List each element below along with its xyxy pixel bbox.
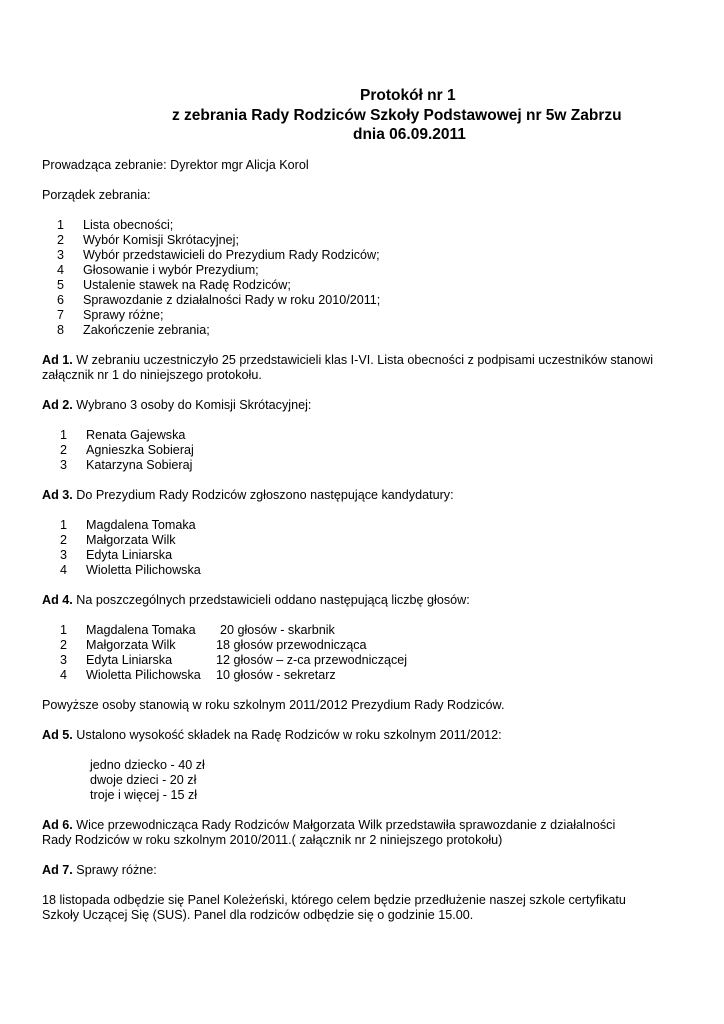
ad2-item: [0, 458, 600, 473]
ad1-line-2: załącznik nr 1 do niniejszego protokołu.: [42, 368, 262, 382]
agenda-number: 4: [56, 263, 64, 277]
agenda-item: [0, 263, 600, 278]
agenda-item: [0, 308, 600, 323]
agenda-item: [0, 248, 600, 263]
ad3-item: [0, 548, 600, 563]
agenda-text: Zakończenie zebrania;: [83, 323, 210, 337]
ad7-text: Sprawy różne:: [72, 863, 157, 877]
ad2-item: [0, 428, 600, 443]
agenda-number: 8: [56, 323, 64, 337]
ad7-label: Ad 7.: [42, 863, 73, 877]
ad3-label: Ad 3.: [42, 488, 73, 502]
chair-line: Prowadząca zebranie: Dyrektor mgr Alicja Korol: [42, 158, 309, 172]
title-line-1: Protokół nr 1: [360, 87, 456, 104]
ad4-text: Na poszczególnych przedstawicieli oddano następującą liczbę głosów:: [72, 593, 470, 607]
ad5-heading: [42, 728, 502, 743]
ad4-item: [0, 653, 600, 668]
ad3-item: [0, 533, 600, 548]
ad4-number: 1: [59, 623, 67, 637]
agenda-text: Lista obecności;: [83, 218, 174, 232]
ad1-line-1: [42, 353, 653, 368]
ad4-summary: Powyższe osoby stanowią w roku szkolnym 2011/2012 Prezydium Rady Rodziców.: [42, 698, 505, 712]
ad3-name: Magdalena Tomaka: [86, 518, 196, 532]
ad3-item: [0, 563, 600, 578]
ad1-text-1: W zebraniu uczestniczyło 25 przedstawicieli klas I-VI. Lista obecności z podpisami uczestników stanowi: [72, 353, 654, 367]
ad7-line-2: Szkoły Uczącej Się (SUS). Panel dla rodziców odbędzie się o godzinie 15.00.: [42, 908, 474, 922]
ad4-name: Wioletta Pilichowska: [86, 668, 201, 682]
agenda-label: Porządek zebrania:: [42, 188, 151, 202]
agenda-number: 5: [56, 278, 64, 292]
ad2-name: Agnieszka Sobieraj: [86, 443, 194, 457]
ad4-name: Małgorzata Wilk: [86, 638, 176, 652]
ad4-number: 2: [59, 638, 67, 652]
agenda-item: [0, 218, 600, 233]
ad4-item: [0, 668, 600, 683]
ad2-number: 3: [59, 458, 67, 472]
agenda-text: Sprawy różne;: [83, 308, 164, 322]
ad3-text: Do Prezydium Rady Rodziców zgłoszono następujące kandydatury:: [72, 488, 454, 502]
ad3-number: 3: [59, 548, 67, 562]
ad4-number: 4: [59, 668, 67, 682]
agenda-text: Wybór Komisji Skrótacyjnej;: [83, 233, 239, 247]
agenda-number: 7: [56, 308, 64, 322]
ad5-label: Ad 5.: [42, 728, 73, 742]
fee-line: dwoje dzieci - 20 zł: [90, 773, 197, 787]
ad2-name: Renata Gajewska: [86, 428, 186, 442]
ad4-name: Magdalena Tomaka: [86, 623, 196, 637]
fee-line: jedno dziecko - 40 zł: [90, 758, 205, 772]
ad2-heading: [42, 398, 311, 413]
agenda-number: 3: [56, 248, 64, 262]
agenda-text: Sprawozdanie z działalności Rady w roku 2010/2011;: [83, 293, 381, 307]
ad4-votes: 20 głosów - skarbnik: [220, 623, 335, 637]
agenda-number: 1: [56, 218, 64, 232]
ad6-label: Ad 6.: [42, 818, 73, 832]
ad6-line-1: [42, 818, 615, 833]
ad4-votes: 10 głosów - sekretarz: [216, 668, 336, 682]
ad2-number: 2: [59, 443, 67, 457]
ad4-votes: 12 głosów – z-ca przewodniczącej: [216, 653, 408, 667]
agenda-number: 6: [56, 293, 64, 307]
agenda-text: Wybór przedstawicieli do Prezydium Rady Rodziców;: [83, 248, 380, 262]
agenda-number: 2: [56, 233, 64, 247]
agenda-item: [0, 278, 600, 293]
title-line-2: z zebrania Rady Rodziców Szkoły Podstawowej nr 5w Zabrzu: [172, 107, 622, 124]
ad4-label: Ad 4.: [42, 593, 73, 607]
ad2-text: Wybrano 3 osoby do Komisji Skrótacyjnej:: [72, 398, 312, 412]
ad2-number: 1: [59, 428, 67, 442]
ad2-name: Katarzyna Sobieraj: [86, 458, 193, 472]
ad3-number: 1: [59, 518, 67, 532]
agenda-item: [0, 323, 600, 338]
ad4-item: [0, 623, 600, 638]
ad7-heading: [42, 863, 157, 878]
ad4-number: 3: [59, 653, 67, 667]
ad1-label: Ad 1.: [42, 353, 73, 367]
ad3-number: 4: [59, 563, 67, 577]
ad3-number: 2: [59, 533, 67, 547]
agenda-text: Głosowanie i wybór Prezydium;: [83, 263, 259, 277]
ad4-name: Edyta Liniarska: [86, 653, 173, 667]
ad5-text: Ustalono wysokość składek na Radę Rodziców w roku szkolnym 2011/2012:: [72, 728, 502, 742]
ad7-line-1: 18 listopada odbędzie się Panel Koleżeński, którego celem będzie przedłużenie naszej szkole certyfikatu: [42, 893, 626, 907]
ad6-line-2: Rady Rodziców w roku szkolnym 2010/2011.( załącznik nr 2 niniejszego protokołu): [42, 833, 503, 847]
ad2-label: Ad 2.: [42, 398, 73, 412]
agenda-item: [0, 293, 600, 308]
fee-line: troje i więcej - 15 zł: [90, 788, 198, 802]
agenda-text: Ustalenie stawek na Radę Rodziców;: [83, 278, 291, 292]
ad2-item: [0, 443, 600, 458]
ad4-item: [0, 638, 600, 653]
ad3-name: Wioletta Pilichowska: [86, 563, 201, 577]
ad4-heading: [42, 593, 470, 608]
ad6-text-1: Wice przewodnicząca Rady Rodziców Małgorzata Wilk przedstawiła sprawozdanie z działalności: [72, 818, 616, 832]
ad3-heading: [42, 488, 454, 503]
ad3-name: Małgorzata Wilk: [86, 533, 176, 547]
title-line-3: dnia 06.09.2011: [353, 126, 466, 143]
ad3-name: Edyta Liniarska: [86, 548, 173, 562]
agenda-item: [0, 233, 600, 248]
ad4-votes: 18 głosów przewodnicząca: [216, 638, 367, 652]
ad3-item: [0, 518, 600, 533]
